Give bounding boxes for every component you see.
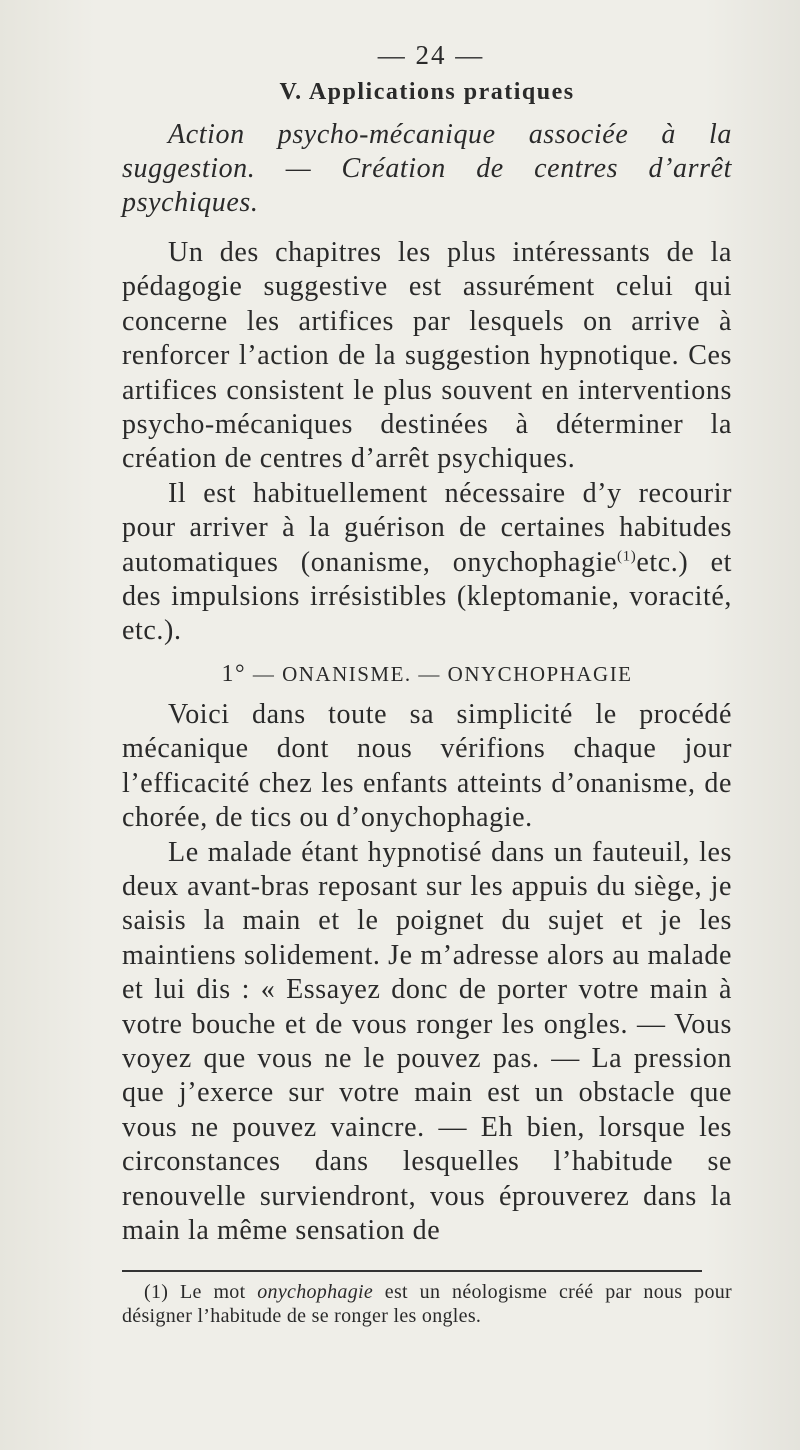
- footnote-divider: [122, 1270, 702, 1272]
- section-heading: V. Applications pratiques: [279, 79, 575, 105]
- paragraph-procedure: Voici dans toute sa simplicité le procédé mécanique dont nous vérifions chaque jour l’efficacité chez les enfants atteints d’onanisme, de chorée, de tics ou d’onychophagie.: [122, 698, 732, 834]
- subheading-onanisme: [122, 661, 732, 688]
- paragraph-habits-text: Il est habituellement nécessaire d’y recourir pour arriver à la guérison de certaines habitudes automatiques (onanisme, onychophagie: [122, 477, 732, 578]
- footnote-reference: (1): [617, 548, 637, 565]
- section-subtitle: Action psycho-mécanique associée à la suggestion. — Création de centres d’arrêt psychiques.: [122, 119, 732, 218]
- page-content: [122, 40, 732, 1328]
- footnote: [122, 1280, 732, 1328]
- page-number: — 24 —: [377, 40, 485, 70]
- paragraph-introduction: Un des chapitres les plus intéressants de la pédagogie suggestive est assurément celui qui concerne les artifices par lesquels on arrive à renforcer l’action de la suggestion hypnotique. Ces artifices consistent le plus souvent en interventions psycho-mécaniques destinées à déterminer la création de centres d’arrêt psychiques.: [122, 237, 732, 475]
- footnote-term: onychophagie: [257, 1281, 374, 1304]
- footnote-marker: (1): [144, 1281, 169, 1304]
- footnote-text-end: est un néologisme créé par nous pour désigner l’habitude de se ronger les ongles.: [122, 1281, 733, 1328]
- subheading-number: 1°: [221, 660, 247, 687]
- subheading-text: — ONANISME. — ONYCHOPHAGIE: [252, 661, 633, 686]
- paragraph-method: Le malade étant hypnotisé dans un fauteuil, les deux avant-bras reposant sur les appuis du siège, je saisis la main et le poignet du sujet et je les maintiens solidement. Je m’adresse alors au malade et lui dis : « Essayez donc de porter votre main à votre bouche et de vous ronger les ongles. — Vous voyez que vous ne le pouvez pas. — La pression que j’exerce sur votre main est un obstacle que vous ne pouvez vaincre. — Eh bien, lorsque les circonstances dans lesquelles l’habitude se renouvelle surviendront, vous éprouverez dans la main la même sensation de: [122, 836, 732, 1246]
- footnote-text-start: Le mot: [180, 1281, 246, 1304]
- paragraph-habits-text-end: etc.) et des impulsions irrésistibles (kleptomanie, voracité, etc.).: [122, 546, 732, 647]
- paragraph-habits: [122, 477, 732, 649]
